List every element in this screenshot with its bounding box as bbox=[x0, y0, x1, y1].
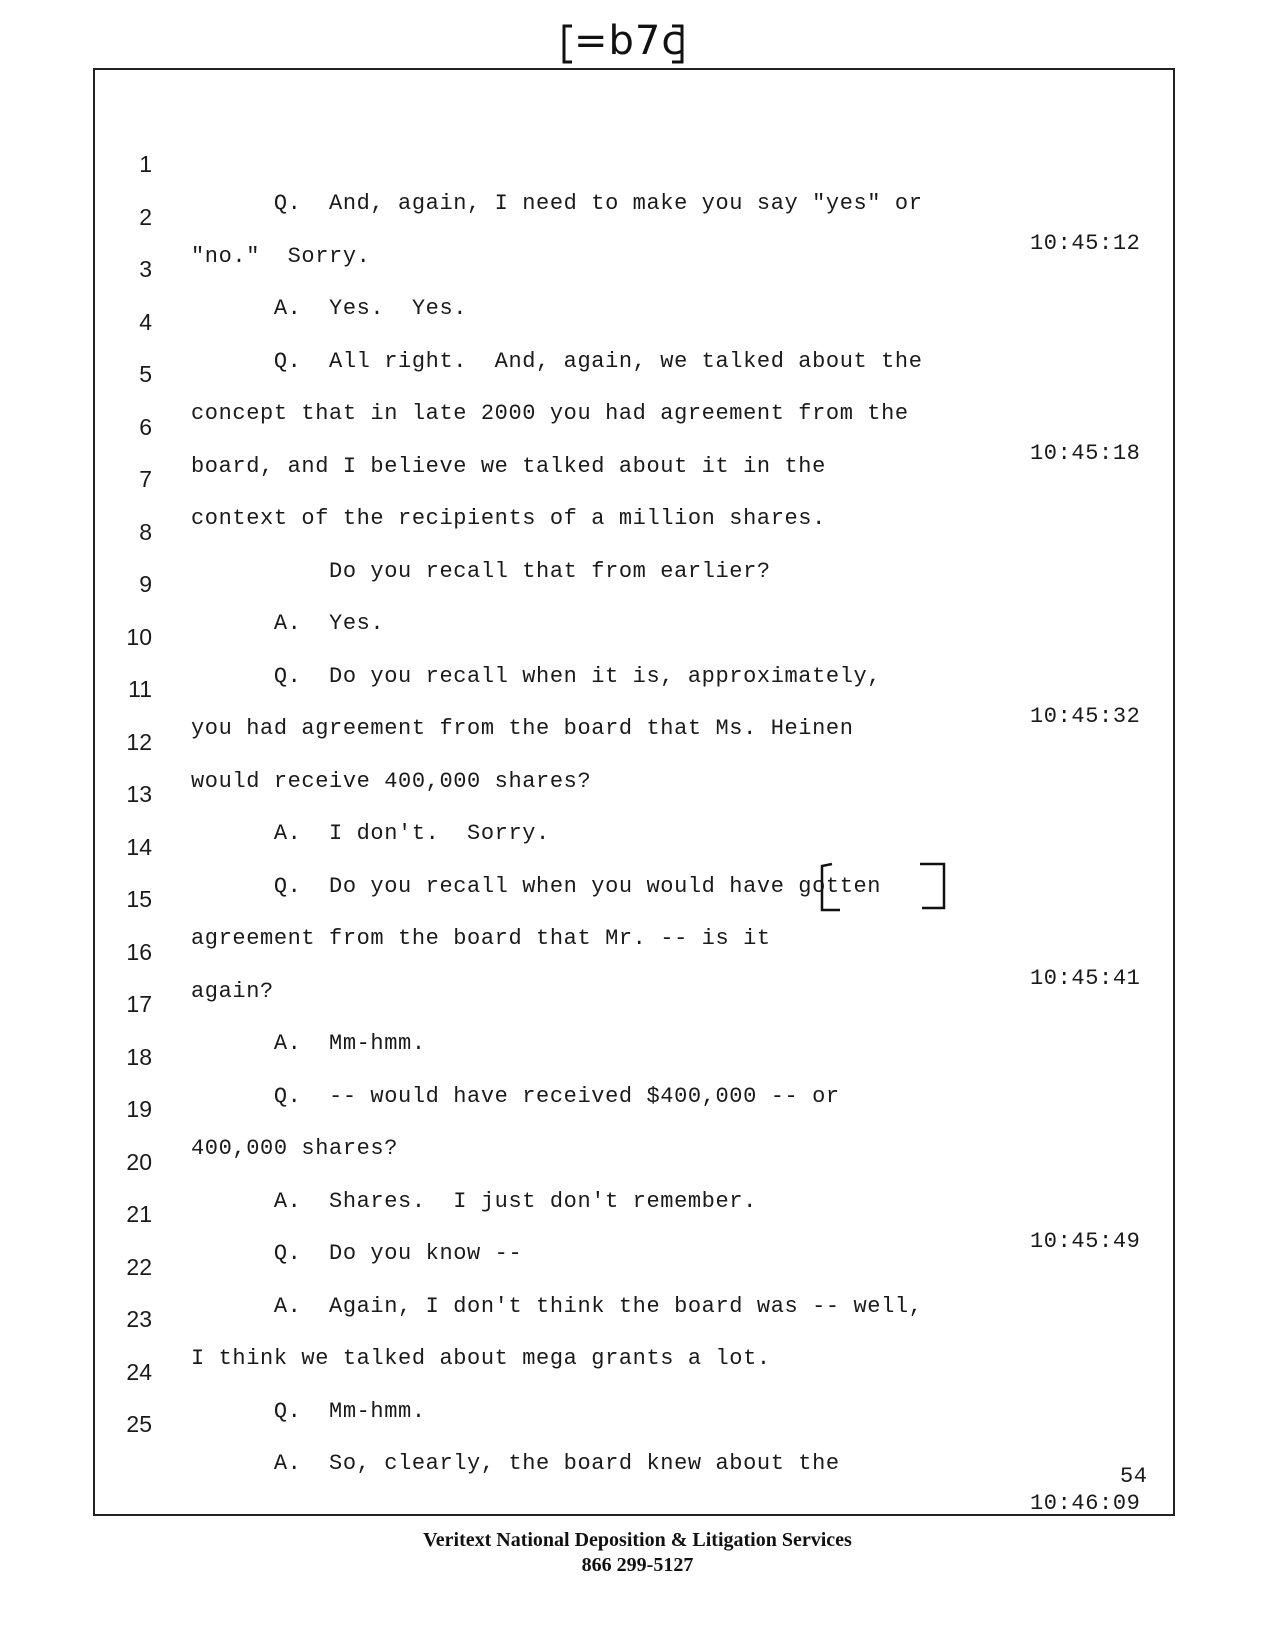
line-text: I think we talked about mega grants a lot. bbox=[191, 1346, 771, 1371]
line-number: 8 bbox=[139, 518, 152, 545]
line-text: Q. Mm-hmm. bbox=[191, 1398, 426, 1424]
line-number: 15 bbox=[126, 886, 152, 912]
line-text: you had agreement from the board that Ms. Heinen bbox=[191, 716, 854, 741]
line-number: 19 bbox=[126, 1096, 152, 1122]
line-number: 4 bbox=[139, 308, 152, 335]
line-number: 21 bbox=[126, 1201, 152, 1227]
line-number: 16 bbox=[126, 938, 152, 965]
line-text: Q. Do you know -- bbox=[191, 1241, 523, 1266]
line-text: A. Shares. I just don't remember. bbox=[191, 1188, 757, 1214]
line-text: would receive 400,000 shares? bbox=[191, 768, 592, 794]
footer-company: Veritext National Deposition & Litigation Services bbox=[423, 1529, 852, 1551]
line-text: A. So, clearly, the board knew about the bbox=[191, 1451, 840, 1476]
line-number: 3 bbox=[139, 256, 152, 282]
line-number: 7 bbox=[139, 466, 152, 492]
footer bbox=[0, 1528, 1275, 1578]
line-text: Q. All right. And, again, we talked about the bbox=[191, 348, 923, 374]
line-text: concept that in late 2000 you had agreement from the bbox=[191, 401, 909, 426]
line-number: 10 bbox=[126, 623, 152, 650]
line-timestamp: 10:46:09 bbox=[1030, 1491, 1141, 1516]
line-number: 6 bbox=[139, 413, 152, 440]
line-text: agreement from the board that Mr. -- is it bbox=[191, 926, 771, 951]
footer-phone: 866 299-5127 bbox=[581, 1554, 694, 1576]
line-timestamp: 10:45:41 bbox=[1030, 966, 1141, 991]
redaction-stamp bbox=[560, 18, 690, 68]
line-number: 25 bbox=[126, 1411, 152, 1437]
line-number: 1 bbox=[139, 151, 152, 177]
stamp-text: =b7c bbox=[574, 18, 685, 64]
line-text: Q. -- would have received $400,000 -- or bbox=[191, 1083, 840, 1109]
line-number: 5 bbox=[139, 361, 152, 387]
line-text: context of the recipients of a million shares. bbox=[191, 506, 826, 531]
line-number: 12 bbox=[126, 728, 152, 755]
line-text: A. Mm-hmm. bbox=[191, 1031, 426, 1056]
line-text: A. I don't. Sorry. bbox=[191, 821, 550, 846]
line-text: "no." Sorry. bbox=[191, 243, 371, 269]
line-text: board, and I believe we talked about it in the bbox=[191, 453, 826, 479]
line-text: Q. Do you recall when it is, approximately, bbox=[191, 663, 882, 689]
line-timestamp: 10:45:49 bbox=[1030, 1228, 1141, 1254]
line-number: 14 bbox=[126, 833, 152, 860]
line-number: 9 bbox=[139, 571, 152, 597]
line-text: Do you recall that from earlier? bbox=[191, 558, 771, 584]
line-number: 18 bbox=[126, 1043, 152, 1070]
line-number: 23 bbox=[126, 1306, 152, 1332]
line-text: Q. Do you recall when you would have gotten bbox=[191, 873, 882, 899]
line-number: 20 bbox=[126, 1148, 152, 1175]
line-text: A. Yes. bbox=[191, 611, 385, 636]
redaction-bracket-icon bbox=[818, 860, 958, 914]
line-number: 11 bbox=[128, 676, 152, 702]
line-timestamp: 10:45:18 bbox=[1030, 441, 1141, 466]
line-number: 22 bbox=[126, 1253, 152, 1280]
line-number: 24 bbox=[126, 1358, 152, 1385]
line-number: 2 bbox=[139, 203, 152, 230]
line-number: 13 bbox=[126, 781, 152, 807]
line-text: A. Again, I don't think the board was -- well, bbox=[191, 1293, 923, 1319]
line-timestamp: 10:45:32 bbox=[1030, 703, 1141, 729]
line-timestamp: 10:45:12 bbox=[1030, 231, 1141, 256]
line-number: 17 bbox=[126, 991, 152, 1017]
line-text: Q. And, again, I need to make you say "yes" or bbox=[191, 191, 923, 216]
page-number: 54 bbox=[1120, 1464, 1148, 1489]
line-text: 400,000 shares? bbox=[191, 1136, 399, 1161]
line-text: again? bbox=[191, 978, 274, 1004]
line-text: A. Yes. Yes. bbox=[191, 296, 468, 321]
